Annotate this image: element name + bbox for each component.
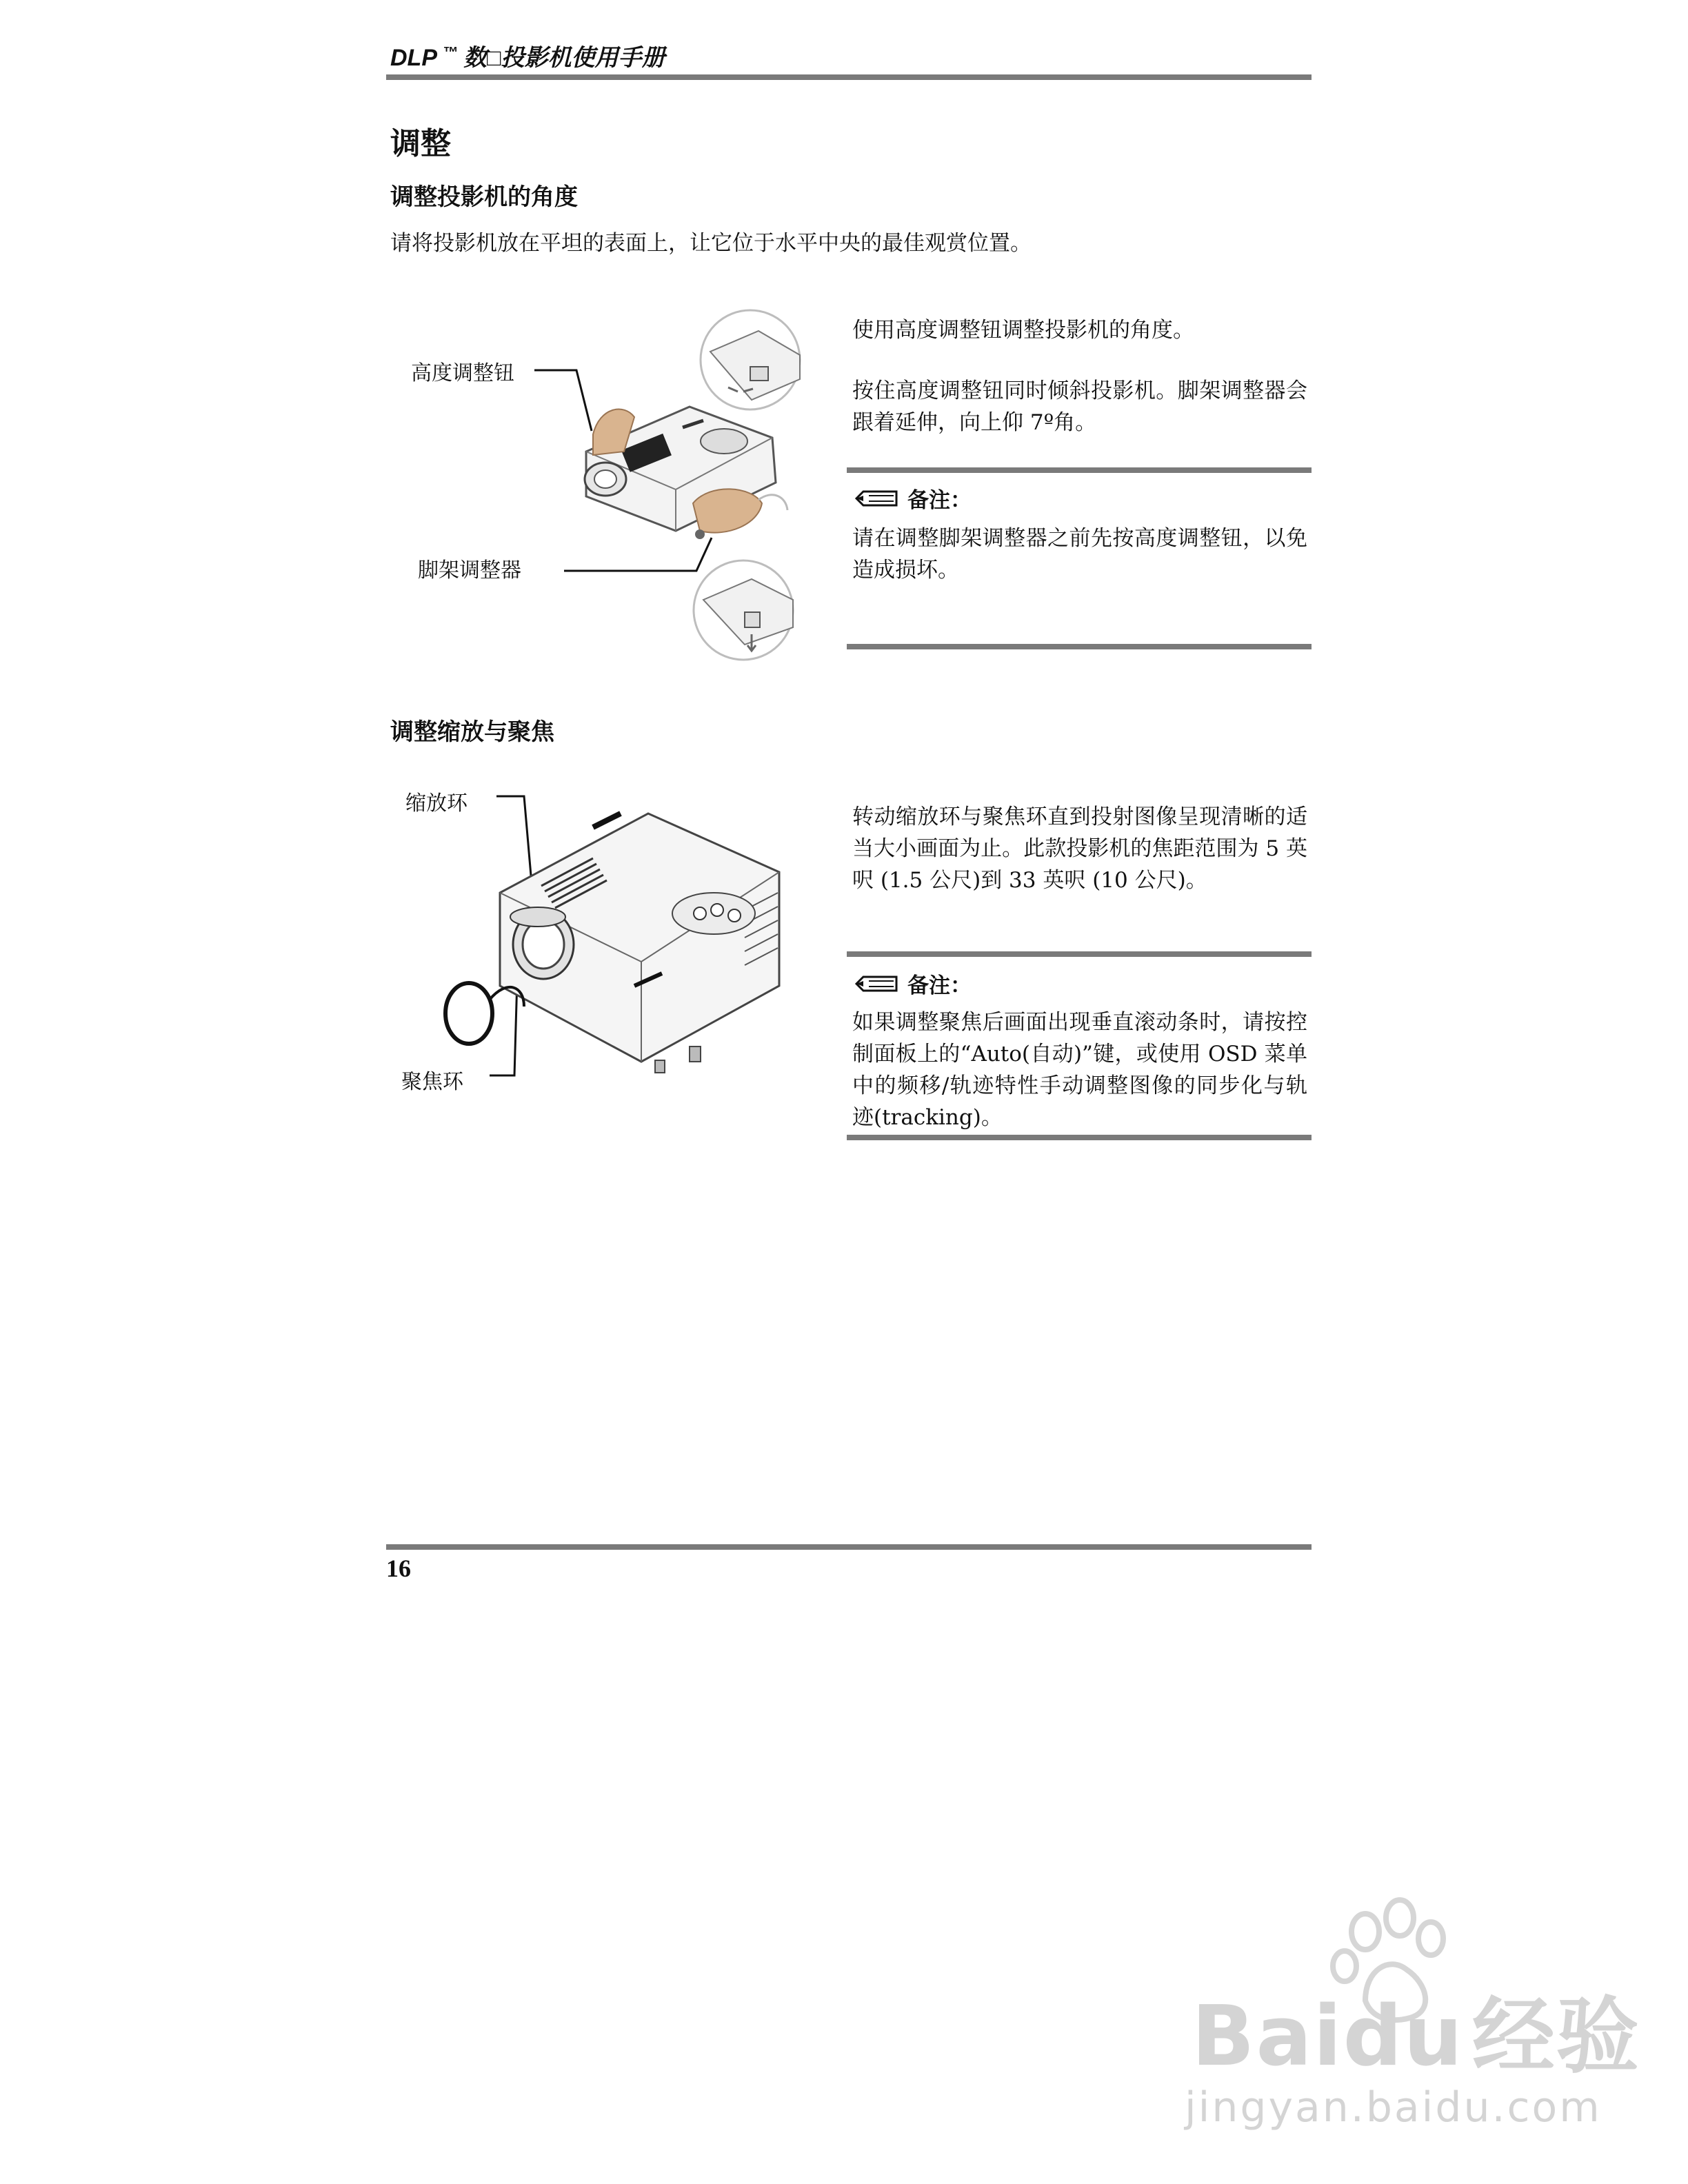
note1-top-rule — [847, 467, 1312, 473]
header-rule — [386, 74, 1312, 80]
zoom-para: 转动缩放环与聚焦环直到投射图像呈现清晰的适当大小画面为止。此款投影机的焦距范围为 5 英呎 (1.5 公尺)到 33 英呎 (10 公尺)。 — [852, 805, 1307, 893]
note1-text: 请在调整脚架调整器之前先按高度调整钮，以免造成损坏。 — [852, 526, 1307, 583]
header-suffix: 数□投影机使用手册 — [463, 45, 665, 71]
note2-title-text: 备注： — [907, 973, 972, 998]
note1-bottom-rule — [847, 644, 1312, 649]
zoom-heading: 调整缩放与聚焦 — [390, 718, 554, 746]
page-number: 16 — [386, 1555, 411, 1582]
note1-title — [852, 483, 972, 514]
footer-rule — [386, 1544, 1312, 1550]
pencil-icon — [852, 973, 901, 994]
section-title: 调整 — [390, 126, 451, 161]
watermark-brand-text: Baidu — [1192, 1989, 1464, 2085]
projector-zoom-illustration — [386, 779, 827, 1103]
angle-para-2: 按住高度调整钮同时倾斜投影机。脚架调整器会跟着延伸，向上仰 7º角。 — [852, 378, 1307, 435]
label-focus-ring: 聚焦环 — [401, 1070, 463, 1094]
note2-bottom-rule — [847, 1135, 1312, 1140]
running-header — [390, 39, 665, 72]
watermark-suffix-text: 经验 — [1471, 1989, 1640, 2085]
note2-title — [852, 968, 972, 999]
label-zoom-ring: 缩放环 — [405, 791, 468, 816]
projector-angle-illustration — [386, 303, 827, 662]
watermark-brand — [1192, 1970, 1640, 2089]
pencil-icon — [852, 488, 901, 509]
note2-text: 如果调整聚焦后画面出现垂直滚动条时，请按控制面板上的“Auto(自动)”键，或使用 OSD 菜单中的频移/轨迹特性手动调整图像的同步化与轨迹(tracking)。 — [852, 1010, 1307, 1130]
header-prefix: DLP — [390, 45, 437, 71]
label-height-button: 高度调整钮 — [411, 361, 514, 385]
trademark-symbol: ™ — [443, 43, 458, 61]
angle-heading: 调整投影机的角度 — [390, 183, 578, 211]
angle-para-1: 使用高度调整钮调整投影机的角度。 — [852, 318, 1194, 343]
label-tripod-adjuster: 脚架调整器 — [418, 558, 521, 583]
angle-intro: 请将投影机放在平坦的表面上，让它位于水平中央的最佳观赏位置。 — [390, 231, 1032, 256]
note1-title-text: 备注： — [907, 488, 972, 513]
note2-top-rule — [847, 951, 1312, 957]
watermark-url: jingyan.baidu.com — [1185, 2083, 1602, 2132]
